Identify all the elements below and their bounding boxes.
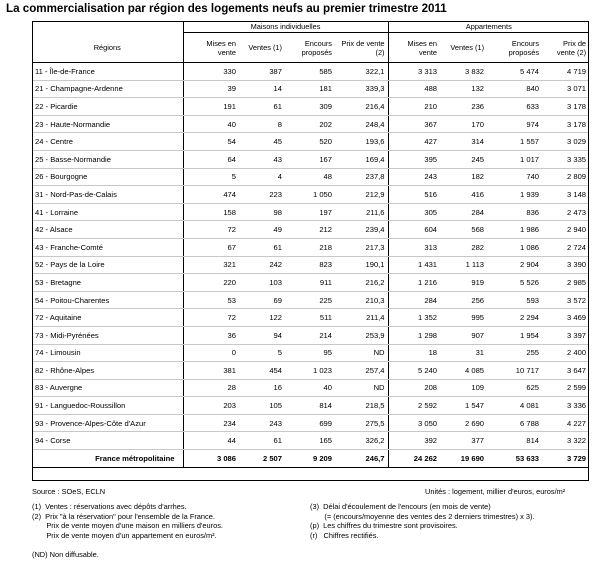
encours-appartements: 2 904: [487, 256, 542, 274]
column-header-row: [32, 33, 589, 63]
group-spacer: [32, 21, 183, 33]
mises-en-vente-appartements: 305: [388, 203, 440, 221]
prix-maisons: 210,3: [335, 291, 388, 309]
ventes-maisons: 43: [239, 150, 285, 168]
prix-appartements: 3 071: [542, 80, 589, 98]
mises-en-vente-maisons: 67: [183, 238, 239, 256]
encours-maisons: 214: [285, 326, 335, 344]
table-body: [32, 21, 589, 468]
prix-appartements: 3 335: [542, 150, 589, 168]
encours-maisons: 181: [285, 80, 335, 98]
region-cell: France métropolitaine: [32, 450, 183, 468]
prix-maisons: 190,1: [335, 256, 388, 274]
mises-en-vente-maisons: 44: [183, 432, 239, 450]
table-row: [32, 238, 589, 256]
encours-maisons: 520: [285, 133, 335, 151]
encours-maisons: 511: [285, 309, 335, 327]
mises-en-vente-appartements: 18: [388, 344, 440, 362]
prix-maisons: 217,3: [335, 238, 388, 256]
mises-en-vente-appartements: 488: [388, 80, 440, 98]
mises-en-vente-appartements: 208: [388, 379, 440, 397]
table-row: [32, 98, 589, 116]
encours-appartements: 740: [487, 168, 542, 186]
encours-maisons: 167: [285, 150, 335, 168]
page-title: La commercialisation par région des logements neufs au premier trimestre 2011: [6, 2, 447, 15]
ventes-appartements: 31: [440, 344, 487, 362]
ventes-maisons: 105: [239, 397, 285, 415]
ventes-appartements: 182: [440, 168, 487, 186]
prix-appartements: 3 390: [542, 256, 589, 274]
table-row: [32, 274, 589, 292]
region-cell: 91 - Languedoc-Roussillon: [32, 397, 183, 415]
prix-appartements: 3 148: [542, 186, 589, 204]
source-note: Source : SOeS, ECLN: [32, 487, 106, 496]
region-cell: 21 - Champagne-Ardenne: [32, 80, 183, 98]
mises-en-vente-maisons: 330: [183, 63, 239, 81]
table-row: [32, 291, 589, 309]
mises-en-vente-maisons: 53: [183, 291, 239, 309]
ventes-maisons: 98: [239, 203, 285, 221]
prix-appartements: 3 647: [542, 362, 589, 380]
mises-en-vente-appartements: 3 050: [388, 414, 440, 432]
region-cell: 24 - Centre: [32, 133, 183, 151]
mises-en-vente-maisons: 3 086: [183, 450, 239, 468]
encours-maisons: 40: [285, 379, 335, 397]
encours-maisons: 225: [285, 291, 335, 309]
prix-maisons: ND: [335, 379, 388, 397]
encours-appartements: 814: [487, 432, 542, 450]
group-appartements: Appartements: [388, 21, 589, 33]
encours-appartements: 836: [487, 203, 542, 221]
encours-appartements: 5 474: [487, 63, 542, 81]
ventes-maisons: 4: [239, 168, 285, 186]
ventes-appartements: 907: [440, 326, 487, 344]
region-cell: 72 - Aquitaine: [32, 309, 183, 327]
prix-appartements: 2 985: [542, 274, 589, 292]
encours-maisons: 699: [285, 414, 335, 432]
footnote: (1) Ventes : réservations avec dépôts d'arrhes.: [32, 502, 187, 511]
prix-maisons: 169,4: [335, 150, 388, 168]
ventes-appartements: 109: [440, 379, 487, 397]
prix-appartements: 2 809: [542, 168, 589, 186]
ventes-appartements: 282: [440, 238, 487, 256]
region-cell: 53 - Bretagne: [32, 274, 183, 292]
prix-maisons: 275,5: [335, 414, 388, 432]
region-cell: 74 - Limousin: [32, 344, 183, 362]
region-cell: 31 - Nord-Pas-de-Calais: [32, 186, 183, 204]
ventes-maisons: 122: [239, 309, 285, 327]
encours-maisons: 585: [285, 63, 335, 81]
mises-en-vente-maisons: 191: [183, 98, 239, 116]
prix-appartements: 3 178: [542, 98, 589, 116]
mises-en-vente-maisons: 5: [183, 168, 239, 186]
ventes-maisons: 61: [239, 432, 285, 450]
ventes-appartements: 236: [440, 98, 487, 116]
mises-en-vente-appartements: 395: [388, 150, 440, 168]
ventes-appartements: 132: [440, 80, 487, 98]
region-cell: 11 - Île-de-France: [32, 63, 183, 81]
mises-en-vente-maisons: 40: [183, 115, 239, 133]
ventes-appartements: 19 690: [440, 450, 487, 468]
prix-appartements: 3 322: [542, 432, 589, 450]
encours-appartements: 974: [487, 115, 542, 133]
encours-appartements: 5 526: [487, 274, 542, 292]
encours-appartements: 255: [487, 344, 542, 362]
prix-appartements: 4 719: [542, 63, 589, 81]
group-maisons: Maisons individuelles: [183, 21, 388, 33]
encours-maisons: 9 209: [285, 450, 335, 468]
ventes-maisons: 454: [239, 362, 285, 380]
prix-appartements: 2 599: [542, 379, 589, 397]
prix-appartements: 2 473: [542, 203, 589, 221]
mises-en-vente-maisons: 72: [183, 309, 239, 327]
mises-en-vente-appartements: 392: [388, 432, 440, 450]
table-row: [32, 326, 589, 344]
encours-appartements: 633: [487, 98, 542, 116]
footnote: Prix de vente moyen d'un appartement en euros/m².: [32, 530, 217, 540]
encours-maisons: 202: [285, 115, 335, 133]
ventes-maisons: 8: [239, 115, 285, 133]
region-cell: 54 - Poitou-Charentes: [32, 291, 183, 309]
prix-maisons: 211,6: [335, 203, 388, 221]
encours-maisons: 165: [285, 432, 335, 450]
encours-appartements: 625: [487, 379, 542, 397]
mises-en-vente-maisons: 64: [183, 150, 239, 168]
encours-appartements: 2 294: [487, 309, 542, 327]
table-row: [32, 256, 589, 274]
ventes-appartements: 919: [440, 274, 487, 292]
header-ventes: Ventes (1): [239, 33, 285, 63]
units-note: Unités : logement, millier d'euros, euros/m²: [425, 487, 566, 496]
ventes-appartements: 1 547: [440, 397, 487, 415]
header-prix: Prix de vente (2): [542, 33, 589, 63]
mises-en-vente-maisons: 381: [183, 362, 239, 380]
total-row: [32, 450, 589, 468]
footnote: [32, 540, 223, 550]
ventes-maisons: 94: [239, 326, 285, 344]
mises-en-vente-maisons: 474: [183, 186, 239, 204]
encours-maisons: 823: [285, 256, 335, 274]
encours-appartements: 593: [487, 291, 542, 309]
encours-maisons: 1 023: [285, 362, 335, 380]
ventes-maisons: 69: [239, 291, 285, 309]
footnote: (2) Prix "à la réservation" pour l'ensemble de la France.: [32, 511, 215, 521]
ventes-maisons: 5: [239, 344, 285, 362]
mises-en-vente-maisons: 39: [183, 80, 239, 98]
prix-maisons: 248,4: [335, 115, 388, 133]
region-cell: 52 - Pays de la Loire: [32, 256, 183, 274]
ventes-appartements: 284: [440, 203, 487, 221]
encours-maisons: 814: [285, 397, 335, 415]
prix-maisons: 339,3: [335, 80, 388, 98]
prix-maisons: 218,5: [335, 397, 388, 415]
prix-maisons: 253,9: [335, 326, 388, 344]
region-cell: 25 - Basse-Normandie: [32, 150, 183, 168]
prix-maisons: 257,4: [335, 362, 388, 380]
table-row: [32, 168, 589, 186]
header-encours: Encours proposés: [487, 33, 542, 63]
table-row: [32, 432, 589, 450]
table-row: [32, 414, 589, 432]
ventes-appartements: 3 832: [440, 63, 487, 81]
encours-appartements: 53 633: [487, 450, 542, 468]
prix-maisons: ND: [335, 344, 388, 362]
mises-en-vente-maisons: 220: [183, 274, 239, 292]
table-row: [32, 63, 589, 81]
ventes-appartements: 256: [440, 291, 487, 309]
ventes-maisons: 16: [239, 379, 285, 397]
header-ventes: Ventes (1): [440, 33, 487, 63]
prix-appartements: 2 940: [542, 221, 589, 239]
prix-appartements: 4 227: [542, 414, 589, 432]
encours-appartements: 4 081: [487, 397, 542, 415]
encours-maisons: 309: [285, 98, 335, 116]
region-cell: 42 - Alsace: [32, 221, 183, 239]
mises-en-vente-appartements: 24 262: [388, 450, 440, 468]
encours-appartements: 1 086: [487, 238, 542, 256]
mises-en-vente-appartements: 1 298: [388, 326, 440, 344]
ventes-maisons: 242: [239, 256, 285, 274]
footnote: (r) Chiffres rectifiés.: [310, 530, 379, 540]
mises-en-vente-maisons: 28: [183, 379, 239, 397]
housing-table: [32, 21, 589, 468]
prix-maisons: 326,2: [335, 432, 388, 450]
mises-en-vente-appartements: 427: [388, 133, 440, 151]
table-row: [32, 221, 589, 239]
table-row: [32, 115, 589, 133]
notes-left: [32, 502, 223, 560]
encours-maisons: 218: [285, 238, 335, 256]
prix-maisons: 212,9: [335, 186, 388, 204]
mises-en-vente-appartements: 1 431: [388, 256, 440, 274]
ventes-appartements: 1 113: [440, 256, 487, 274]
prix-appartements: 3 469: [542, 309, 589, 327]
encours-maisons: 212: [285, 221, 335, 239]
footnote: (= (encours/moyenne des ventes des 2 derniers trimestres) x 3).: [310, 511, 535, 521]
header-mises-en-vente: Mises en vente: [183, 33, 239, 63]
header-prix: Prix de vente (2): [335, 33, 388, 63]
table-row: [32, 203, 589, 221]
table-row: [32, 150, 589, 168]
region-cell: 23 - Haute-Normandie: [32, 115, 183, 133]
ventes-maisons: 2 507: [239, 450, 285, 468]
encours-appartements: 10 717: [487, 362, 542, 380]
encours-appartements: 1 954: [487, 326, 542, 344]
region-cell: 73 - Midi-Pyrénées: [32, 326, 183, 344]
mises-en-vente-maisons: 158: [183, 203, 239, 221]
ventes-maisons: 61: [239, 238, 285, 256]
prix-maisons: 322,1: [335, 63, 388, 81]
prix-appartements: 3 397: [542, 326, 589, 344]
mises-en-vente-appartements: 5 240: [388, 362, 440, 380]
region-cell: 83 - Auvergne: [32, 379, 183, 397]
prix-maisons: 246,7: [335, 450, 388, 468]
encours-maisons: 95: [285, 344, 335, 362]
mises-en-vente-appartements: 3 313: [388, 63, 440, 81]
prix-appartements: 3 336: [542, 397, 589, 415]
mises-en-vente-maisons: 36: [183, 326, 239, 344]
table-row: [32, 309, 589, 327]
table-row: [32, 379, 589, 397]
header-encours: Encours proposés: [285, 33, 335, 63]
table-row: [32, 186, 589, 204]
footnote: (ND) Non diffusable.: [32, 549, 99, 559]
mises-en-vente-appartements: 1 352: [388, 309, 440, 327]
ventes-maisons: 61: [239, 98, 285, 116]
encours-appartements: 6 788: [487, 414, 542, 432]
ventes-maisons: 387: [239, 63, 285, 81]
prix-appartements: 2 400: [542, 344, 589, 362]
encours-maisons: 48: [285, 168, 335, 186]
table-row: [32, 133, 589, 151]
ventes-appartements: 170: [440, 115, 487, 133]
mises-en-vente-maisons: 72: [183, 221, 239, 239]
region-cell: 22 - Picardie: [32, 98, 183, 116]
header-mises-en-vente: Mises en vente: [388, 33, 440, 63]
mises-en-vente-appartements: 516: [388, 186, 440, 204]
ventes-maisons: 49: [239, 221, 285, 239]
footnote: (3) Délai d'écoulement de l'encours (en mois de vente): [310, 502, 491, 511]
region-cell: 26 - Bourgogne: [32, 168, 183, 186]
mises-en-vente-maisons: 234: [183, 414, 239, 432]
ventes-appartements: 568: [440, 221, 487, 239]
prix-maisons: 237,8: [335, 168, 388, 186]
ventes-appartements: 995: [440, 309, 487, 327]
encours-maisons: 911: [285, 274, 335, 292]
encours-appartements: 1 017: [487, 150, 542, 168]
mises-en-vente-appartements: 2 592: [388, 397, 440, 415]
ventes-appartements: 2 690: [440, 414, 487, 432]
region-cell: 43 - Franche-Comté: [32, 238, 183, 256]
ventes-maisons: 223: [239, 186, 285, 204]
footnote: Prix de vente moyen d'une maison en milliers d'euros.: [32, 521, 223, 531]
prix-appartements: 3 029: [542, 133, 589, 151]
table-row: [32, 397, 589, 415]
mises-en-vente-appartements: 604: [388, 221, 440, 239]
encours-appartements: 1 939: [487, 186, 542, 204]
group-header-row: [32, 21, 589, 33]
prix-maisons: 216,2: [335, 274, 388, 292]
table-row: [32, 362, 589, 380]
notes-right: [310, 502, 534, 540]
ventes-maisons: 45: [239, 133, 285, 151]
mises-en-vente-maisons: 203: [183, 397, 239, 415]
header-region: Régions: [32, 33, 183, 63]
encours-maisons: 1 050: [285, 186, 335, 204]
prix-appartements: 2 724: [542, 238, 589, 256]
region-cell: 93 - Provence-Alpes-Côte d'Azur: [32, 414, 183, 432]
table-row: [32, 80, 589, 98]
mises-en-vente-maisons: 54: [183, 133, 239, 151]
mises-en-vente-appartements: 243: [388, 168, 440, 186]
ventes-maisons: 103: [239, 274, 285, 292]
mises-en-vente-appartements: 313: [388, 238, 440, 256]
ventes-maisons: 243: [239, 414, 285, 432]
prix-maisons: 239,4: [335, 221, 388, 239]
ventes-appartements: 377: [440, 432, 487, 450]
ventes-appartements: 245: [440, 150, 487, 168]
mises-en-vente-maisons: 0: [183, 344, 239, 362]
footnote: (p) Les chiffres du trimestre sont provisoires.: [310, 521, 458, 531]
encours-appartements: 840: [487, 80, 542, 98]
table-row: [32, 344, 589, 362]
prix-appartements: 3 729: [542, 450, 589, 468]
encours-appartements: 1 557: [487, 133, 542, 151]
mises-en-vente-maisons: 321: [183, 256, 239, 274]
prix-appartements: 3 178: [542, 115, 589, 133]
encours-maisons: 197: [285, 203, 335, 221]
prix-maisons: 193,6: [335, 133, 388, 151]
region-cell: 82 - Rhône-Alpes: [32, 362, 183, 380]
prix-maisons: 216,4: [335, 98, 388, 116]
region-cell: 41 - Lorraine: [32, 203, 183, 221]
ventes-appartements: 416: [440, 186, 487, 204]
ventes-maisons: 14: [239, 80, 285, 98]
ventes-appartements: 4 085: [440, 362, 487, 380]
prix-appartements: 3 572: [542, 291, 589, 309]
region-cell: 94 - Corse: [32, 432, 183, 450]
encours-appartements: 1 986: [487, 221, 542, 239]
mises-en-vente-appartements: 210: [388, 98, 440, 116]
mises-en-vente-appartements: 367: [388, 115, 440, 133]
prix-maisons: 211,4: [335, 309, 388, 327]
mises-en-vente-appartements: 1 216: [388, 274, 440, 292]
ventes-appartements: 314: [440, 133, 487, 151]
mises-en-vente-appartements: 284: [388, 291, 440, 309]
